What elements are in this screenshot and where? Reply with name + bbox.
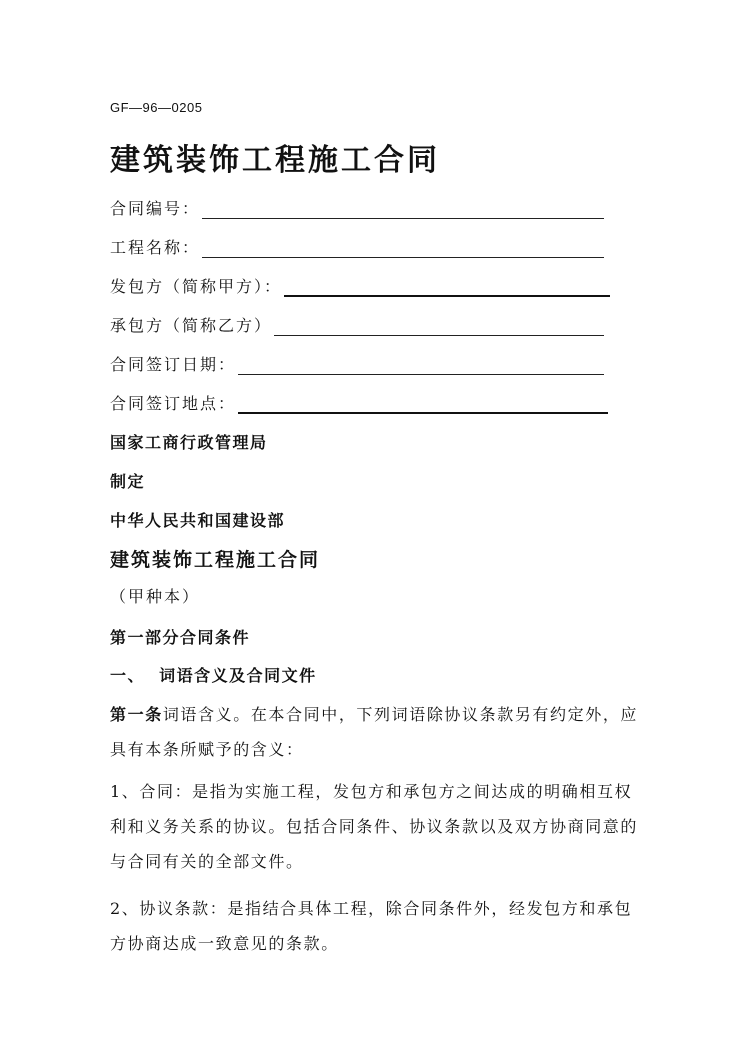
document-version: （甲种本） xyxy=(110,587,201,606)
section-heading: 一、 词语含义及合同文件 xyxy=(110,666,317,685)
field-sign-date xyxy=(110,352,604,375)
definition-item-2: 2、协议条款：是指结合具体工程，除合同条件外，经发包方和承包方协商达成一致意见的条款。 xyxy=(110,899,633,953)
document-code: GF—96—0205 xyxy=(110,100,203,115)
field-label: 合同编号： xyxy=(110,199,201,218)
page-title: 建筑装饰工程施工合同 xyxy=(110,143,440,178)
blank-line xyxy=(238,411,608,414)
field-employer xyxy=(110,274,610,297)
issuer-made: 制定 xyxy=(110,472,146,491)
field-label: 合同签订地点： xyxy=(110,394,237,413)
document-title: 建筑装饰工程施工合同 xyxy=(110,549,321,571)
field-label: 发包方（简称甲方）： xyxy=(110,277,283,296)
field-label: 合同签订日期： xyxy=(110,355,237,374)
issuer-org-2: 中华人民共和国建设部 xyxy=(110,511,286,530)
field-contract-number xyxy=(110,196,604,219)
field-sign-place xyxy=(110,391,608,414)
blank-line xyxy=(202,256,604,258)
blank-line xyxy=(284,294,610,297)
field-project-name xyxy=(110,235,604,258)
article-label: 第一条 xyxy=(110,705,163,724)
part-heading: 第一部分合同条件 xyxy=(110,628,251,647)
article-1 xyxy=(110,697,640,767)
field-label: 工程名称： xyxy=(110,238,201,257)
field-contractor xyxy=(110,313,604,336)
field-label: 承包方（简称乙方） xyxy=(110,316,273,335)
definition-item-1: 1、合同：是指为实施工程，发包方和承包方之间达成的明确相互权利和义务关系的协议。包括合同条件、协议条款以及双方协商同意的与合同有关的全部文件。 xyxy=(110,782,639,871)
blank-line xyxy=(274,334,604,336)
issuer-org-1: 国家工商行政管理局 xyxy=(110,433,268,452)
article-text: 词语含义。在本合同中，下列词语除协议条款另有约定外，应具有本条所赋予的含义： xyxy=(110,705,639,759)
blank-line xyxy=(202,217,604,219)
blank-line xyxy=(238,373,604,375)
